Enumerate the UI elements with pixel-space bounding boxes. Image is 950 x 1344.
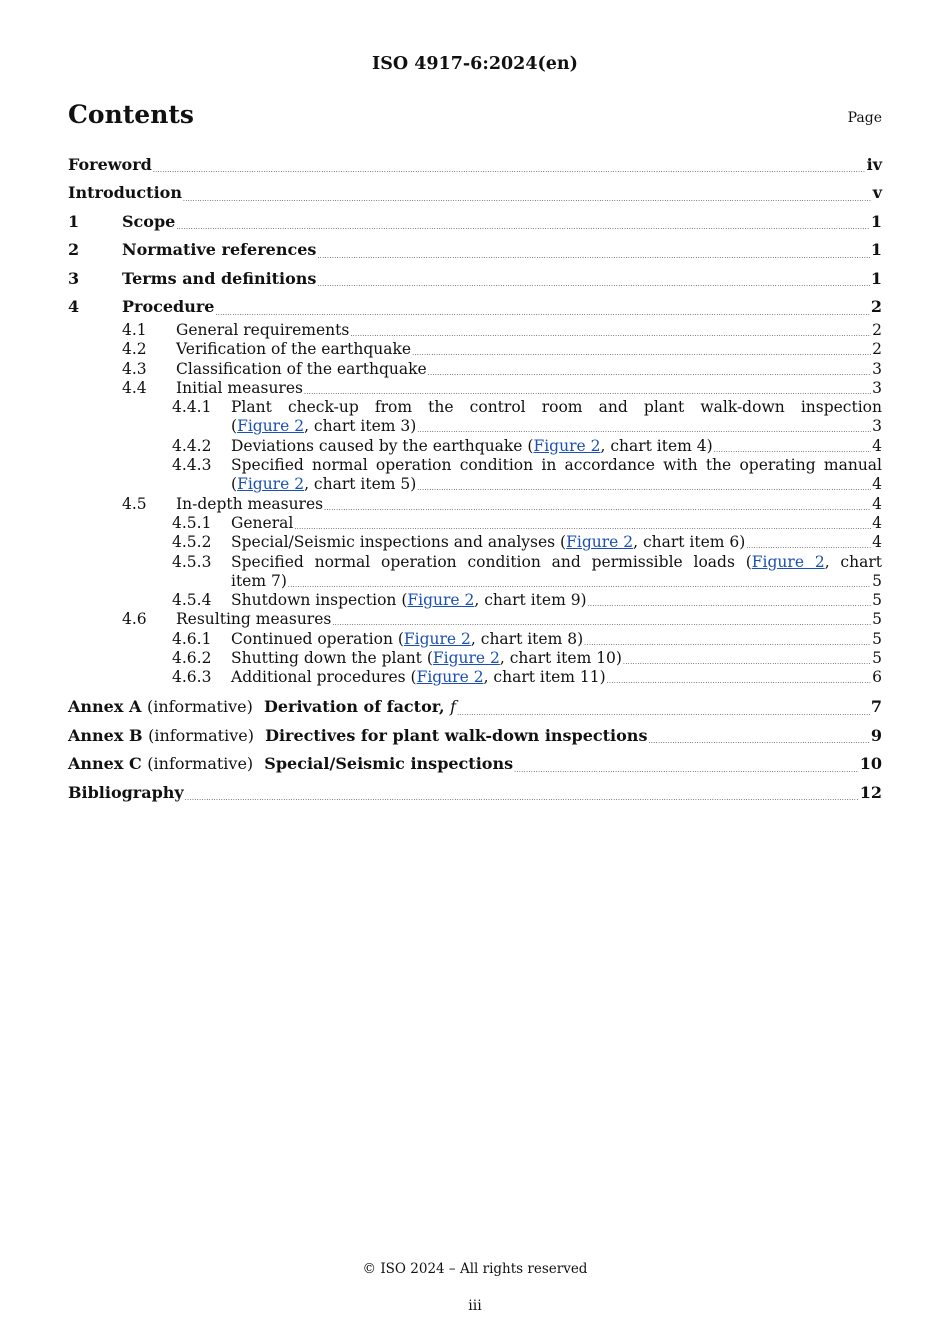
toc-number: 4.2 [122,340,147,359]
toc-page: 5 [872,649,882,668]
toc-entry-4-5-2[interactable] [68,533,882,552]
leader-dots [288,573,871,589]
toc-title: Shutting down the plant (Figure 2, chart item 10) [231,649,622,668]
toc-page: 6 [872,668,882,687]
toc-title: Terms and definitions [122,268,317,288]
copyright-footer: © ISO 2024 – All rights reserved [362,1261,588,1277]
toc-page: 12 [859,782,882,802]
page-column-label: Page [847,110,882,126]
toc-number: 4.5.4 [172,591,212,610]
toc-entry-bibliography[interactable] [68,778,882,807]
toc-page: 9 [870,725,882,745]
leader-dots [350,322,871,338]
contents-title: Contents [68,100,195,129]
toc-page: 4 [872,475,882,494]
toc-entry-4-4-3[interactable] [68,456,882,475]
toc-page: 10 [859,754,882,774]
document-header: ISO 4917-6:2024(en) [372,54,578,74]
toc-page: 4 [872,513,882,532]
toc-page: v [872,183,882,203]
toc-page: 7 [870,697,882,717]
leader-dots [215,300,869,316]
leader-dots [584,631,871,647]
toc-entry-4-3[interactable] [68,360,882,379]
toc-page: 4 [872,533,882,552]
toc-title: Additional procedures (Figure 2, chart item 11) [231,668,606,687]
toc-title: Classification of the earthquake [176,359,427,378]
toc-title: Continued operation (Figure 2, chart item 8) [231,629,584,648]
toc-number: 1 [68,211,80,231]
leader-dots [417,476,871,492]
toc-entry-4-6-2[interactable] [68,649,882,668]
toc-page: 4 [872,436,882,455]
toc-title: In-depth measures [176,494,324,513]
toc-number: 4.6.1 [172,629,212,648]
figure-2-link[interactable]: Figure 2 [751,552,825,571]
toc-page: 1 [870,240,882,260]
toc-title: Resulting measures [176,610,332,629]
toc-entry-4-6[interactable] [68,610,882,629]
toc-title: Annex B (informative) Directives for plant walk-down inspections [68,725,648,745]
toc-entry-normative-references[interactable] [68,236,882,265]
toc-page: 5 [872,629,882,648]
toc-title-continued: (Figure 2, chart item 5) [231,475,417,494]
toc-title: Procedure [122,297,215,317]
toc-number: 4.6.3 [172,668,212,687]
toc-number: 4.5.1 [172,513,212,532]
leader-dots [332,611,871,627]
toc-title: Annex A (informative) Derivation of factor, f [68,697,457,717]
toc-title-continued: (Figure 2, chart item 3) [231,417,417,436]
leader-dots [648,728,869,744]
toc-entry-procedure[interactable] [68,293,882,322]
toc-page: 5 [872,591,882,610]
toc-title: General requirements [176,321,350,339]
toc-number: 4.6 [122,610,147,629]
toc-entry-4-5-1[interactable] [68,514,882,533]
toc-title: Scope [122,211,176,231]
leader-dots [623,650,871,666]
leader-dots [714,438,871,454]
toc-page: 2 [870,297,882,317]
toc-entry-4-4[interactable] [68,379,882,398]
toc-entry-4-6-3[interactable] [68,668,882,687]
leader-dots [588,592,872,608]
leader-dots [514,757,859,773]
toc-page: 5 [872,610,882,629]
toc-entry-terms[interactable] [68,264,882,293]
toc-entry-scope[interactable] [68,207,882,236]
toc-title-continued: item 7) [231,571,287,590]
leader-dots [304,380,871,396]
leader-dots [428,361,871,377]
toc-number: 4.6.2 [172,649,212,668]
toc-number: 4.4.2 [172,436,212,455]
toc-entry-4-4-1-continued[interactable] [68,417,882,436]
toc-page: 3 [872,359,882,378]
leader-dots [153,157,866,173]
toc-entry-4-2[interactable] [68,340,882,359]
toc-title: Deviations caused by the earthquake (Figure 2, chart item 4) [231,436,713,455]
toc-entry-4-4-1[interactable] [68,398,882,417]
toc-entry-annex-b[interactable] [68,721,882,750]
leader-dots [317,271,869,287]
toc-entry-foreword[interactable] [68,150,882,179]
figure-2-link[interactable]: Figure 2 [566,533,634,552]
toc-entry-4-4-2[interactable] [68,437,882,456]
toc-number: 4.4 [122,378,147,397]
toc-entry-introduction[interactable] [68,179,882,208]
toc-title: Plant check-up from the control room and plant walk-down inspection [231,398,882,417]
leader-dots [412,341,871,357]
figure-2-link[interactable]: Figure 2 [416,668,484,687]
leader-dots [183,186,872,202]
toc-page: 3 [872,378,882,397]
toc-entry-annex-a[interactable] [68,693,882,722]
figure-2-link[interactable]: Figure 2 [533,436,601,455]
page-number: iii [468,1298,482,1314]
toc-number: 4.5.3 [172,552,212,571]
leader-dots [607,669,871,685]
leader-dots [317,243,869,259]
toc-number: 4.1 [122,321,147,339]
toc-entry-4-1[interactable] [68,321,882,340]
toc-title: Bibliography [68,782,184,802]
toc-entry-annex-c[interactable] [68,750,882,779]
toc-entry-4-5-3-continued[interactable] [68,572,882,591]
table-of-contents [68,150,882,807]
leader-dots [185,785,859,801]
toc-title: Annex C (informative) Special/Seismic inspections [68,754,514,774]
toc-title: Specified normal operation condition and permissible loads (Figure 2, chart [231,552,882,571]
leader-dots [176,214,870,230]
toc-title: General [231,513,294,532]
toc-title: Foreword [68,154,152,174]
figure-2-link[interactable]: Figure 2 [237,475,305,494]
toc-page: 2 [872,340,882,359]
toc-entry-4-5[interactable] [68,495,882,514]
toc-title: Introduction [68,183,182,203]
toc-title: Verification of the earthquake [176,340,412,359]
toc-number: 4.4.3 [172,456,212,475]
figure-2-link[interactable]: Figure 2 [432,649,500,668]
toc-number: 4.5 [122,494,147,513]
toc-title: Special/Seismic inspections and analyses (Figure 2, chart item 6) [231,533,746,552]
toc-number: 4.5.2 [172,533,212,552]
leader-dots [294,515,871,531]
toc-number: 4 [68,297,80,317]
leader-dots [746,534,871,550]
leader-dots [417,418,871,434]
toc-page: 3 [872,417,882,436]
toc-title: Normative references [122,240,317,260]
toc-entry-4-6-1[interactable] [68,630,882,649]
toc-page: 4 [872,494,882,513]
toc-title: Initial measures [176,378,303,397]
toc-page: iv [866,154,882,174]
leader-dots [324,496,871,512]
toc-number: 3 [68,268,80,288]
figure-2-link[interactable]: Figure 2 [237,417,305,436]
leader-dots [457,700,870,716]
toc-page: 1 [870,268,882,288]
toc-entry-4-4-3-continued[interactable] [68,475,882,494]
toc-number: 4.3 [122,359,147,378]
toc-page: 2 [872,321,882,339]
figure-2-link[interactable]: Figure 2 [407,591,475,610]
toc-title: Shutdown inspection (Figure 2, chart item 9) [231,591,587,610]
toc-entry-4-5-4[interactable] [68,591,882,610]
toc-page: 1 [870,211,882,231]
figure-2-link[interactable]: Figure 2 [403,629,471,648]
toc-number: 4.4.1 [172,398,212,417]
toc-title: Specified normal operation condition in accordance with the operating manual [231,456,882,475]
toc-entry-4-5-3[interactable] [68,553,882,572]
toc-number: 2 [68,240,80,260]
toc-page: 5 [872,571,882,590]
